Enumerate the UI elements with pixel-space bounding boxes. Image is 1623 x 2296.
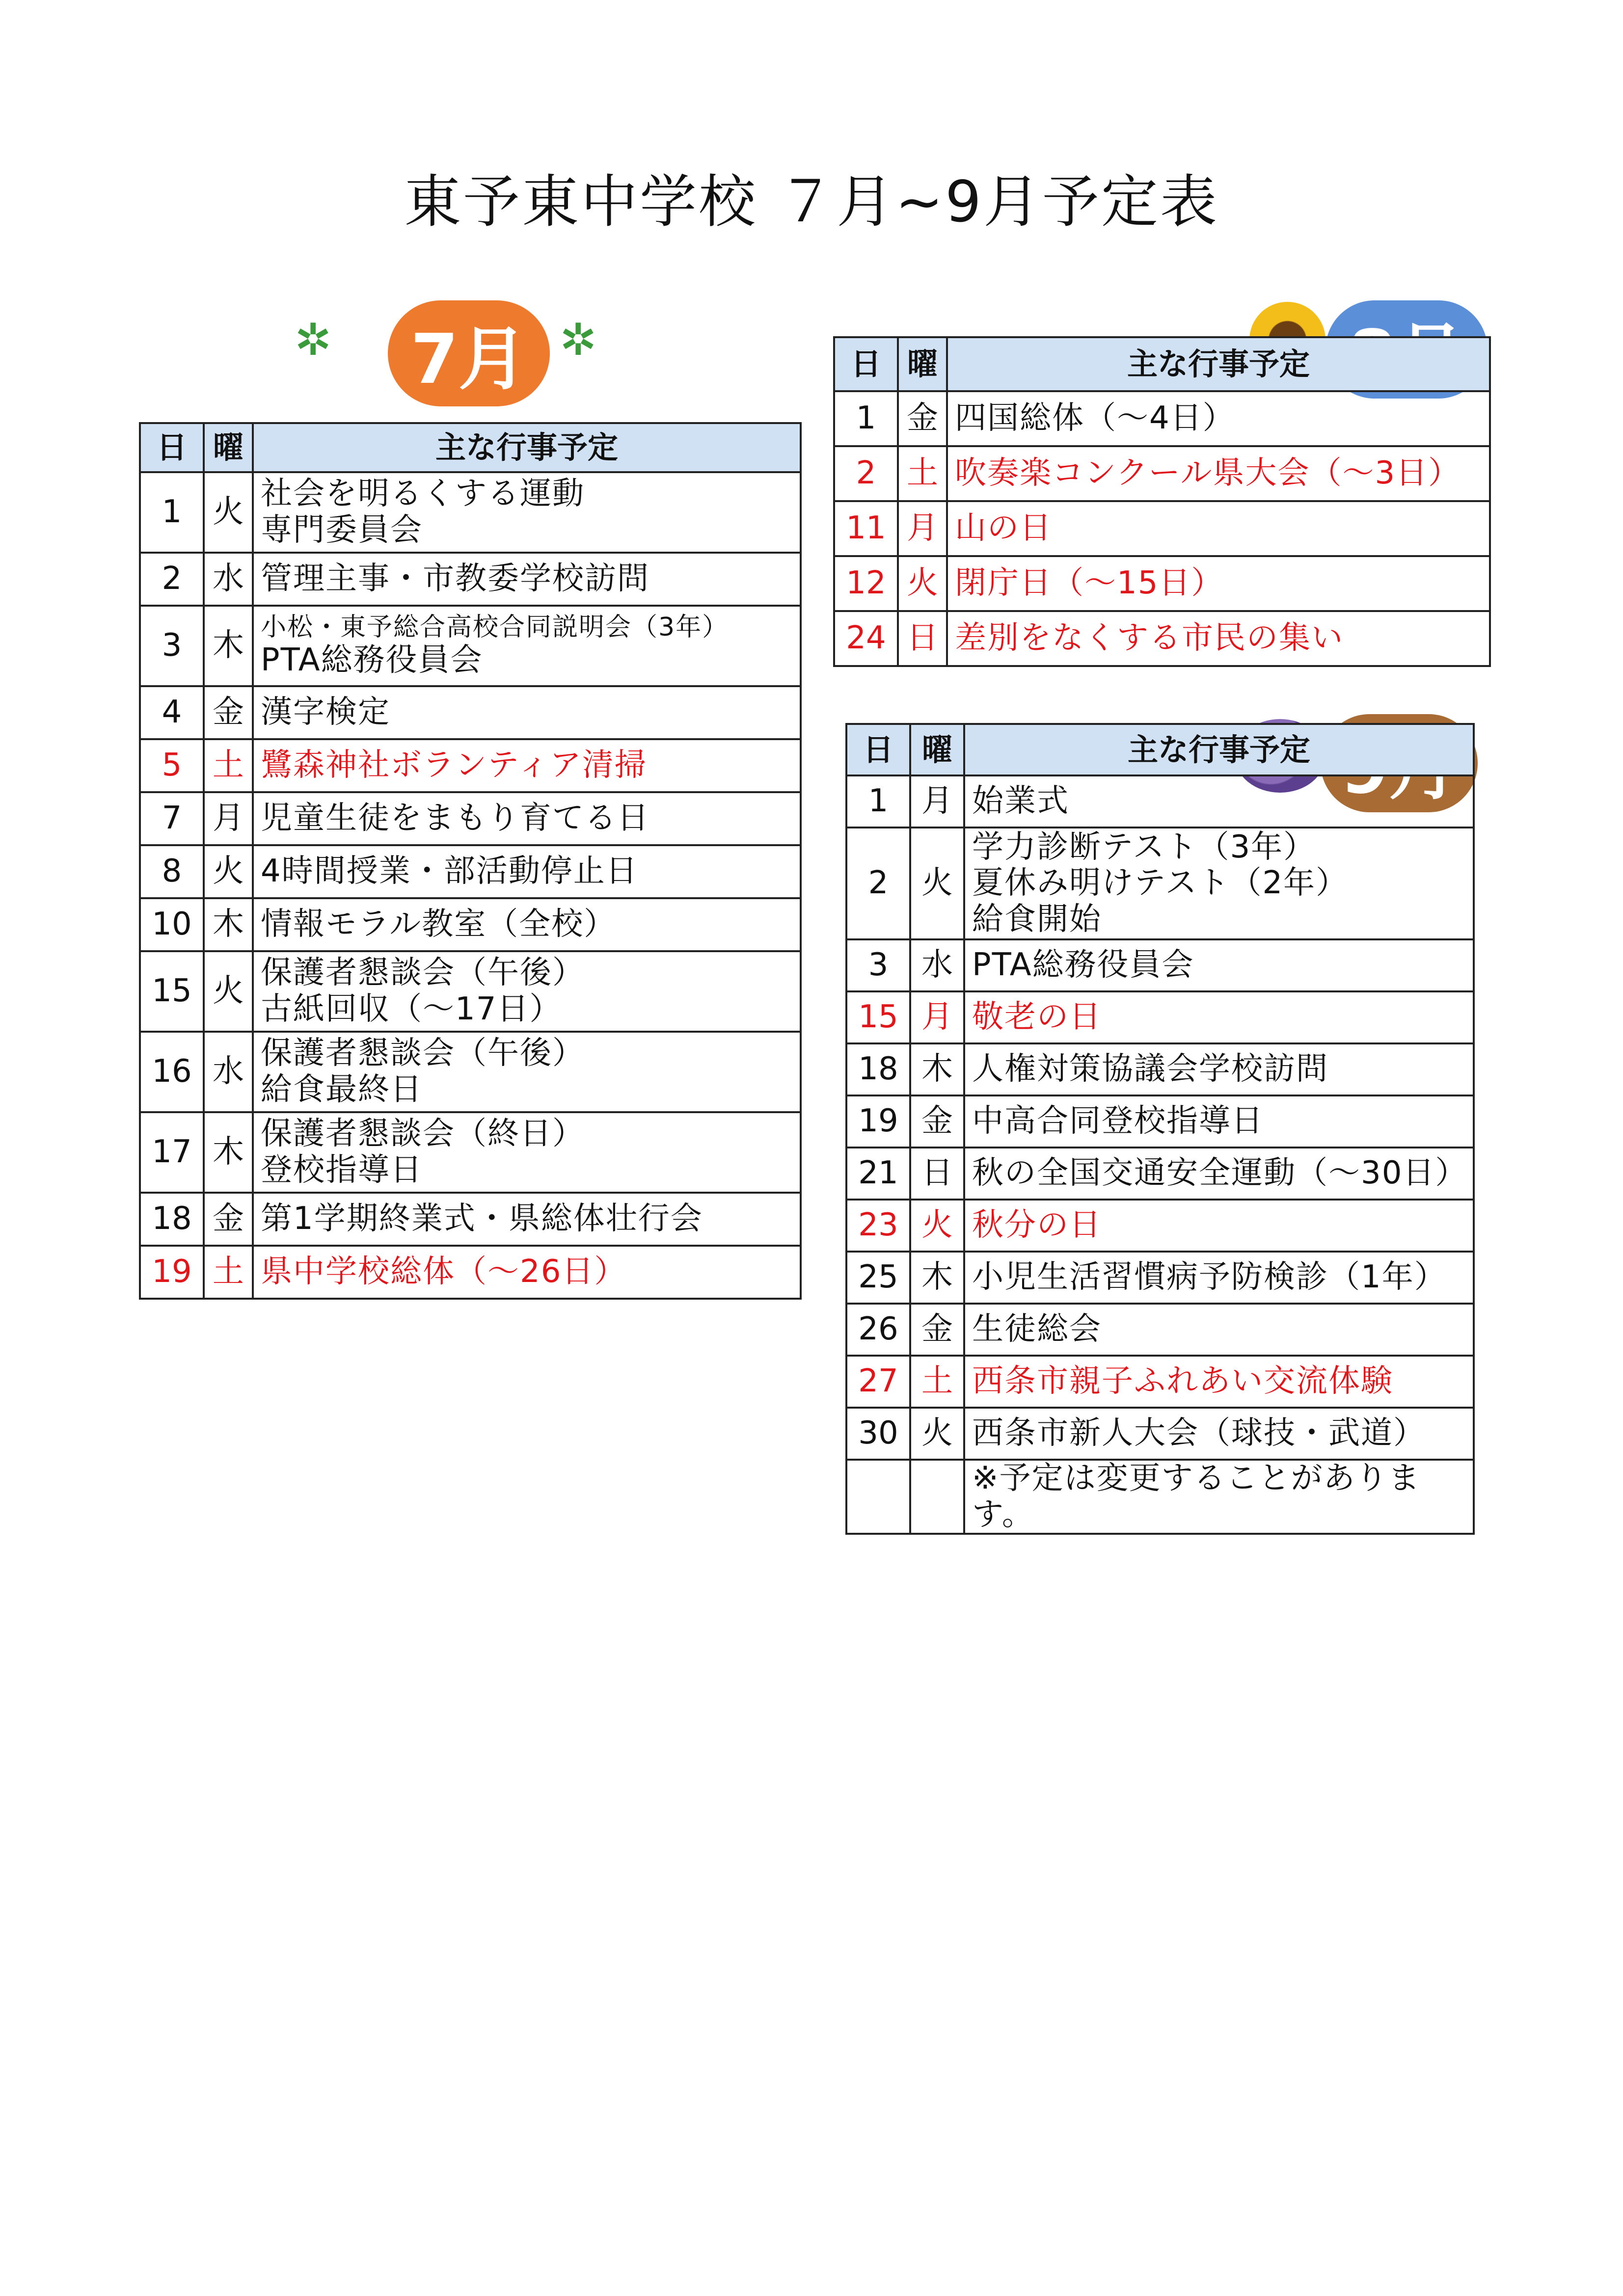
event-cell — [964, 1408, 1474, 1460]
day-cell: 2 — [834, 446, 898, 501]
event-line: 保護者懇談会（午後） — [261, 955, 585, 991]
day-cell: 1 — [140, 472, 204, 553]
event-cell — [253, 739, 801, 792]
header-day: 日 — [846, 724, 910, 775]
table-row — [846, 1200, 1474, 1252]
event-line: 敬老の日 — [972, 999, 1102, 1036]
table-row — [846, 1408, 1474, 1460]
table-row — [140, 686, 801, 739]
weekday-cell: 日 — [898, 611, 947, 666]
day-cell: 19 — [140, 1246, 204, 1299]
event-cell — [947, 556, 1490, 611]
event-cell — [253, 1246, 801, 1299]
event-line: 鷺森神社ボランティア清掃 — [261, 747, 647, 784]
weekday-cell: 金 — [910, 1304, 964, 1356]
table-row — [140, 739, 801, 792]
day-cell: 23 — [846, 1200, 910, 1252]
table-row — [834, 446, 1490, 501]
table-row — [140, 792, 801, 845]
weekday-cell: 土 — [204, 1246, 253, 1299]
event-line: 夏休み明けテスト（2年） — [972, 865, 1349, 902]
weekday-cell: 金 — [204, 686, 253, 739]
event-line: 登校指導日 — [261, 1152, 423, 1188]
table-row — [846, 1095, 1474, 1148]
event-line: 児童生徒をまもり育てる日 — [261, 800, 649, 837]
day-cell: 12 — [834, 556, 898, 611]
weekday-cell: 土 — [204, 739, 253, 792]
table-row — [846, 1304, 1474, 1356]
table-row — [846, 828, 1474, 939]
day-cell: 15 — [140, 951, 204, 1032]
event-line: 差別をなくする市民の集い — [955, 620, 1344, 657]
table-row — [834, 501, 1490, 556]
event-line: 生徒総会 — [972, 1311, 1102, 1348]
event-cell — [964, 1043, 1474, 1095]
day-cell: 8 — [140, 845, 204, 898]
event-cell — [964, 775, 1474, 828]
table-row — [846, 775, 1474, 828]
event-cell — [964, 1356, 1474, 1408]
day-cell: 30 — [846, 1408, 910, 1460]
weekday-cell: 金 — [910, 1095, 964, 1148]
event-line: 管理主事・市教委学校訪問 — [261, 561, 649, 597]
event-line: 小児生活習慣病予防検診（1年） — [972, 1259, 1447, 1296]
weekday-cell: 月 — [910, 775, 964, 828]
event-line: 専門委員会 — [261, 512, 423, 548]
event-line: PTA総務役員会 — [972, 947, 1194, 984]
event-cell — [947, 501, 1490, 556]
table-row — [140, 472, 801, 553]
event-cell — [253, 1032, 801, 1112]
day-cell: 7 — [140, 792, 204, 845]
day-cell: 3 — [140, 606, 204, 686]
day-cell: 18 — [140, 1193, 204, 1246]
day-cell: 11 — [834, 501, 898, 556]
page-title: 東予東中学校 ７月~9月予定表 — [404, 169, 1219, 235]
weekday-cell: 水 — [910, 939, 964, 991]
header-dow: 曜 — [910, 724, 964, 775]
event-line: PTA総務役員会 — [261, 642, 483, 679]
day-cell: 4 — [140, 686, 204, 739]
table-row — [846, 939, 1474, 991]
table-row — [140, 1193, 801, 1246]
header-day: 日 — [834, 337, 898, 391]
table-row — [140, 1112, 801, 1193]
event-line: 始業式 — [972, 783, 1069, 820]
weekday-cell: 火 — [910, 1200, 964, 1252]
table-row — [140, 951, 801, 1032]
weekday-cell: 月 — [898, 501, 947, 556]
event-line: 四国総体（～4日） — [955, 400, 1235, 437]
weekday-cell: 水 — [204, 553, 253, 606]
day-cell: 24 — [834, 611, 898, 666]
event-line: 情報モラル教室（全校） — [261, 906, 617, 943]
event-line: 人権対策協議会学校訪問 — [972, 1051, 1328, 1088]
table-row — [140, 606, 801, 686]
weekday-cell: 日 — [910, 1148, 964, 1200]
event-line: 社会を明るくする運動 — [261, 476, 585, 512]
day-cell: 2 — [846, 828, 910, 939]
header-event: 主な行事予定 — [253, 423, 801, 472]
july-schedule-table — [139, 422, 802, 1300]
day-cell: 21 — [846, 1148, 910, 1200]
event-cell — [253, 845, 801, 898]
day-cell: 27 — [846, 1356, 910, 1408]
event-cell — [253, 606, 801, 686]
weekday-cell: 土 — [910, 1356, 964, 1408]
july-badge: 7月 — [388, 300, 550, 406]
weekday-cell: 金 — [204, 1193, 253, 1246]
event-line: ※予定は変更することがあります。 — [972, 1460, 1421, 1533]
day-cell: 1 — [834, 391, 898, 446]
weekday-cell: 火 — [898, 556, 947, 611]
table-row — [140, 898, 801, 951]
event-cell — [253, 898, 801, 951]
september-schedule-table — [845, 723, 1475, 1535]
table-row — [846, 1043, 1474, 1095]
event-line: 西条市親子ふれあい交流体験 — [972, 1363, 1393, 1400]
weekday-cell — [910, 1460, 964, 1534]
event-cell — [964, 1095, 1474, 1148]
event-cell — [964, 939, 1474, 991]
day-cell: 25 — [846, 1252, 910, 1304]
table-row — [846, 1460, 1474, 1534]
event-cell — [964, 1148, 1474, 1200]
header-event: 主な行事予定 — [947, 337, 1490, 391]
event-cell — [964, 1304, 1474, 1356]
table-row — [846, 991, 1474, 1043]
weekday-cell: 火 — [204, 951, 253, 1032]
event-line: 吹奏楽コンクール県大会（～3日） — [955, 455, 1461, 492]
table-row — [140, 1032, 801, 1112]
weekday-cell: 月 — [910, 991, 964, 1043]
table-row — [140, 553, 801, 606]
day-cell: 5 — [140, 739, 204, 792]
event-line: 給食最終日 — [261, 1071, 423, 1108]
weekday-cell: 木 — [204, 606, 253, 686]
event-line: 学力診断テスト（3年） — [972, 828, 1316, 865]
event-line: 県中学校総体（～26日） — [261, 1254, 627, 1290]
day-cell: 2 — [140, 553, 204, 606]
event-cell — [253, 1193, 801, 1246]
event-line: 中高合同登校指導日 — [972, 1103, 1264, 1140]
event-cell — [253, 472, 801, 553]
table-row — [834, 611, 1490, 666]
table-row — [140, 845, 801, 898]
event-cell — [253, 1112, 801, 1193]
day-cell: 3 — [846, 939, 910, 991]
event-line: 保護者懇談会（終日） — [261, 1116, 585, 1152]
header-day: 日 — [140, 423, 204, 472]
header-dow: 曜 — [204, 423, 253, 472]
weekday-cell: 木 — [910, 1043, 964, 1095]
event-cell — [253, 951, 801, 1032]
weekday-cell: 木 — [204, 1112, 253, 1193]
weekday-cell: 木 — [910, 1252, 964, 1304]
event-cell — [947, 611, 1490, 666]
event-cell — [947, 446, 1490, 501]
event-cell — [253, 792, 801, 845]
table-row — [846, 1148, 1474, 1200]
event-line: 秋の全国交通安全運動（～30日） — [972, 1155, 1468, 1192]
day-cell: 16 — [140, 1032, 204, 1112]
event-line: 漢字検定 — [261, 694, 390, 731]
day-cell: 19 — [846, 1095, 910, 1148]
table-row — [846, 1252, 1474, 1304]
event-line: 4時間授業・部活動停止日 — [261, 853, 638, 890]
event-cell — [964, 991, 1474, 1043]
bamboo-icon: ✲ — [560, 314, 597, 366]
weekday-cell: 月 — [204, 792, 253, 845]
weekday-cell: 水 — [204, 1032, 253, 1112]
event-cell — [964, 1460, 1474, 1534]
weekday-cell: 木 — [204, 898, 253, 951]
event-cell — [964, 1200, 1474, 1252]
weekday-cell: 金 — [898, 391, 947, 446]
table-row — [140, 1246, 801, 1299]
event-line: 秋分の日 — [972, 1207, 1102, 1244]
header-event: 主な行事予定 — [964, 724, 1474, 775]
weekday-cell: 土 — [898, 446, 947, 501]
day-cell: 18 — [846, 1043, 910, 1095]
event-line: 保護者懇談会（午後） — [261, 1035, 585, 1072]
header-dow: 曜 — [898, 337, 947, 391]
event-cell — [964, 828, 1474, 939]
day-cell: 1 — [846, 775, 910, 828]
weekday-cell: 火 — [204, 472, 253, 553]
weekday-cell: 火 — [204, 845, 253, 898]
day-cell: 26 — [846, 1304, 910, 1356]
event-cell — [253, 553, 801, 606]
bamboo-icon: ✲ — [295, 314, 332, 366]
event-line: 閉庁日（～15日） — [955, 565, 1224, 602]
event-cell — [964, 1252, 1474, 1304]
event-line: 給食開始 — [972, 901, 1102, 937]
table-row — [834, 556, 1490, 611]
weekday-cell: 火 — [910, 1408, 964, 1460]
august-schedule-table — [833, 336, 1491, 667]
event-cell — [947, 391, 1490, 446]
day-cell: 15 — [846, 991, 910, 1043]
event-line: 古紙回収（～17日） — [261, 991, 562, 1027]
weekday-cell: 火 — [910, 828, 964, 939]
event-line: 西条市新人大会（球技・武道） — [972, 1415, 1426, 1452]
day-cell: 10 — [140, 898, 204, 951]
event-line: 小松・東予総合高校合同説明会（3年） — [261, 613, 729, 642]
event-line: 第1学期終業式・県総体壮行会 — [261, 1201, 703, 1237]
event-line: 山の日 — [955, 510, 1052, 547]
day-cell — [846, 1460, 910, 1534]
event-cell — [253, 686, 801, 739]
table-row — [846, 1356, 1474, 1408]
table-row — [834, 391, 1490, 446]
day-cell: 17 — [140, 1112, 204, 1193]
